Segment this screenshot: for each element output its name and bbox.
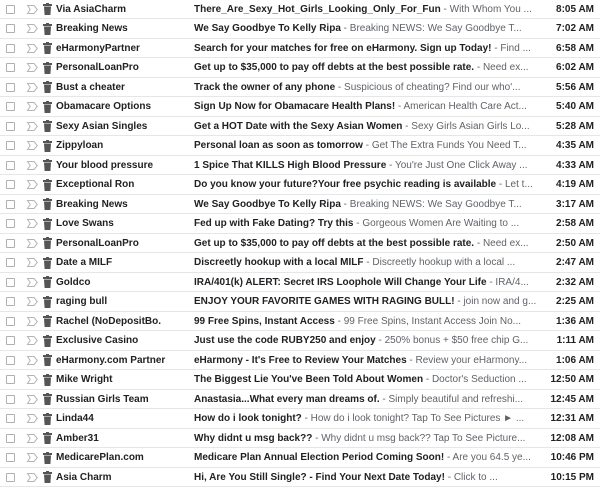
- message-content: [194, 101, 527, 112]
- snippet: - Suspicious of cheating? Find our who'...: [335, 81, 521, 93]
- sender-name: Date a MILF: [56, 257, 113, 268]
- checkbox-icon[interactable]: [6, 141, 15, 150]
- checkbox-icon[interactable]: [6, 63, 15, 72]
- importance-marker-icon[interactable]: [27, 180, 38, 189]
- trash-icon: [43, 276, 52, 288]
- checkbox-icon[interactable]: [6, 24, 15, 33]
- message-content: [194, 23, 522, 34]
- importance-marker-icon[interactable]: [27, 473, 38, 482]
- message-row[interactable]: [0, 20, 600, 39]
- subject: Medicare Plan Annual Election Period Coming Soon!: [194, 452, 445, 463]
- subject: Anastasia...What every man dreams of.: [194, 393, 380, 405]
- message-content: [194, 296, 537, 307]
- checkbox-icon[interactable]: [6, 161, 15, 170]
- timestamp: 6:02 AM: [556, 62, 594, 73]
- snippet: - 99 Free Spins, Instant Access Join No...: [334, 315, 522, 327]
- checkbox-icon[interactable]: [6, 395, 15, 404]
- message-row[interactable]: [0, 273, 600, 292]
- sender-name: Mike Wright: [56, 374, 113, 385]
- importance-marker-icon[interactable]: [27, 278, 38, 287]
- message-content: [194, 120, 530, 132]
- sender-name: Zippyloan: [56, 140, 104, 151]
- importance-marker-icon[interactable]: [27, 395, 38, 404]
- checkbox-icon[interactable]: [6, 5, 15, 14]
- subject: ENJOY YOUR FAVORITE GAMES WITH RAGING BULL!: [194, 296, 455, 307]
- importance-marker-icon[interactable]: [27, 102, 38, 111]
- subject: 99 Free Spins, Instant Access: [194, 315, 335, 327]
- snippet: - Review your eHarmony...: [406, 354, 528, 366]
- importance-marker-icon[interactable]: [27, 44, 38, 53]
- timestamp: 5:56 AM: [556, 81, 594, 93]
- trash-icon: [43, 354, 52, 366]
- sender-name: raging bull: [56, 296, 108, 307]
- snippet: - Need ex...: [474, 62, 529, 73]
- checkbox-icon[interactable]: [6, 297, 15, 306]
- importance-marker-icon[interactable]: [27, 141, 38, 150]
- snippet: - Why didnt u msg back?? Tap To See Picture...: [312, 432, 526, 444]
- message-row[interactable]: [0, 59, 600, 78]
- message-row[interactable]: [0, 234, 600, 253]
- timestamp: 4:33 AM: [556, 159, 594, 171]
- snippet: - Discreetly hookup with a local ...: [363, 257, 516, 268]
- timestamp: 4:35 AM: [556, 140, 594, 151]
- message-row[interactable]: [0, 117, 600, 136]
- snippet: - Find ...: [491, 42, 531, 54]
- timestamp: 5:28 AM: [556, 120, 594, 132]
- timestamp: 10:46 PM: [550, 452, 594, 463]
- trash-icon: [43, 3, 52, 15]
- checkbox-icon[interactable]: [6, 122, 15, 131]
- message-row[interactable]: [0, 0, 600, 19]
- subject: IRA/401(k) ALERT: Secret IRS Loophole Will Change Your Life: [194, 276, 487, 288]
- timestamp: 12:45 AM: [550, 393, 594, 405]
- message-row[interactable]: [0, 351, 600, 370]
- checkbox-icon[interactable]: [6, 219, 15, 228]
- timestamp: 3:17 AM: [556, 198, 594, 210]
- importance-marker-icon[interactable]: [27, 83, 38, 92]
- checkbox-icon[interactable]: [6, 102, 15, 111]
- snippet: - Breaking NEWS: We Say Goodbye T...: [340, 23, 522, 34]
- timestamp: 5:40 AM: [556, 101, 594, 112]
- timestamp: 10:15 PM: [550, 471, 594, 483]
- checkbox-icon[interactable]: [6, 434, 15, 443]
- timestamp: 2:25 AM: [556, 296, 594, 307]
- checkbox-icon[interactable]: [6, 83, 15, 92]
- trash-icon: [43, 374, 52, 386]
- snippet: - American Health Care Act...: [395, 101, 527, 112]
- trash-icon: [43, 296, 52, 308]
- timestamp: 2:58 AM: [556, 218, 594, 229]
- trash-icon: [43, 42, 52, 54]
- sender-name: Via AsiaCharm: [56, 3, 127, 15]
- checkbox-icon[interactable]: [6, 453, 15, 462]
- sender-name: MedicarePlan.com: [56, 452, 144, 463]
- snippet: - Breaking NEWS: We Say Goodbye T...: [340, 198, 522, 210]
- trash-icon: [43, 140, 52, 152]
- message-row[interactable]: [0, 410, 600, 429]
- checkbox-icon[interactable]: [6, 239, 15, 248]
- subject: Personal loan as soon as tomorrow: [194, 140, 363, 151]
- checkbox-icon[interactable]: [6, 200, 15, 209]
- subject: Do you know your future?Your free psychic reading is available: [194, 179, 497, 190]
- timestamp: 2:50 AM: [556, 237, 594, 249]
- timestamp: 4:19 AM: [556, 179, 594, 190]
- sender-name: Bust a cheater: [56, 81, 125, 93]
- checkbox-icon[interactable]: [6, 414, 15, 423]
- subject: Sign Up Now for Obamacare Health Plans!: [194, 101, 396, 112]
- subject: Track the owner of any phone: [194, 81, 336, 93]
- message-content: [194, 198, 522, 210]
- checkbox-icon[interactable]: [6, 258, 15, 267]
- message-content: [194, 413, 525, 424]
- message-content: [194, 276, 529, 288]
- checkbox-icon[interactable]: [6, 278, 15, 287]
- importance-marker-icon[interactable]: [27, 161, 38, 170]
- importance-marker-icon[interactable]: [27, 375, 38, 384]
- sender-name: Exclusive Casino: [56, 335, 139, 346]
- trash-icon: [43, 218, 52, 230]
- snippet: - 250% bonus + $50 free chip G...: [375, 335, 529, 346]
- checkbox-icon[interactable]: [6, 356, 15, 365]
- sender-name: Russian Girls Team: [56, 393, 149, 405]
- trash-icon: [43, 257, 52, 269]
- importance-marker-icon[interactable]: [27, 63, 38, 72]
- sender-name: Breaking News: [56, 198, 128, 210]
- trash-icon: [43, 315, 52, 327]
- message-row[interactable]: [0, 98, 600, 117]
- trash-icon: [43, 101, 52, 113]
- trash-icon: [43, 393, 52, 405]
- message-content: [194, 42, 531, 54]
- sender-name: Exceptional Ron: [56, 179, 135, 190]
- trash-icon: [43, 120, 52, 132]
- message-content: [194, 179, 533, 190]
- checkbox-icon[interactable]: [6, 180, 15, 189]
- checkbox-icon[interactable]: [6, 473, 15, 482]
- checkbox-icon[interactable]: [6, 375, 15, 384]
- snippet: - With Whom You ...: [440, 3, 532, 15]
- subject: Hi, Are You Still Single? - Find Your Next Date Today!: [194, 471, 445, 483]
- message-content: [194, 393, 524, 405]
- trash-icon: [43, 335, 52, 347]
- subject: Get up to $35,000 to pay off debts at the best possible rate.: [194, 237, 475, 249]
- sender-name: Goldco: [56, 276, 91, 288]
- message-content: [194, 140, 527, 151]
- checkbox-icon[interactable]: [6, 317, 15, 326]
- snippet: - join now and g...: [454, 296, 537, 307]
- timestamp: 7:02 AM: [556, 23, 594, 34]
- timestamp: 2:47 AM: [556, 257, 594, 268]
- snippet: - Click to ...: [444, 471, 498, 483]
- trash-icon: [43, 198, 52, 210]
- subject: Fed up with Fake Dating? Try this: [194, 218, 354, 229]
- snippet: - Doctor's Seduction ...: [423, 374, 527, 385]
- snippet: - You're Just One Click Away ...: [386, 159, 528, 171]
- message-content: [194, 237, 529, 249]
- message-row[interactable]: [0, 332, 600, 351]
- subject: How do i look tonight?: [194, 413, 302, 424]
- snippet: - Get The Extra Funds You Need T...: [362, 140, 527, 151]
- message-content: [194, 62, 529, 73]
- message-row[interactable]: [0, 195, 600, 214]
- importance-marker-icon[interactable]: [27, 122, 38, 131]
- trash-icon: [43, 452, 52, 464]
- timestamp: 8:05 AM: [556, 3, 594, 15]
- importance-marker-icon[interactable]: [27, 356, 38, 365]
- subject: Get up to $35,000 to pay off debts at the best possible rate.: [194, 62, 475, 73]
- snippet: - How do i look tonight? Tap To See Pictures ► ...: [301, 413, 525, 424]
- importance-marker-icon[interactable]: [27, 317, 38, 326]
- message-row[interactable]: [0, 312, 600, 331]
- sender-name: Obamacare Options: [56, 101, 152, 112]
- subject: The Biggest Lie You've Been Told About Women: [194, 374, 424, 385]
- sender-name: Amber31: [56, 432, 99, 444]
- sender-name: Asia Charm: [56, 471, 112, 483]
- trash-icon: [43, 81, 52, 93]
- subject: There_Are_Sexy_Hot_Girls_Looking_Only_For_Fun: [194, 3, 441, 15]
- importance-marker-icon[interactable]: [27, 453, 38, 462]
- message-row[interactable]: [0, 215, 600, 234]
- snippet: - Gorgeous Women Are Waiting to ...: [353, 218, 520, 229]
- subject: We Say Goodbye To Kelly Ripa: [194, 198, 341, 210]
- message-content: [194, 81, 521, 93]
- message-content: [194, 432, 526, 444]
- subject: Discreetly hookup with a local MILF: [194, 257, 364, 268]
- importance-marker-icon[interactable]: [27, 336, 38, 345]
- importance-marker-icon[interactable]: [27, 24, 38, 33]
- subject: Search for your matches for free on eHarmony. Sign up Today!: [194, 42, 492, 54]
- message-content: [194, 3, 532, 15]
- timestamp: 12:50 AM: [550, 374, 594, 385]
- message-row[interactable]: [0, 293, 600, 312]
- snippet: - Need ex...: [474, 237, 529, 249]
- trash-icon: [43, 159, 52, 171]
- trash-icon: [43, 471, 52, 483]
- timestamp: 1:36 AM: [556, 315, 594, 327]
- snippet: - Simply beautiful and refreshi...: [379, 393, 524, 405]
- importance-marker-icon[interactable]: [27, 200, 38, 209]
- importance-marker-icon[interactable]: [27, 219, 38, 228]
- message-content: [194, 257, 516, 268]
- message-content: [194, 452, 531, 463]
- message-content: [194, 315, 522, 327]
- message-content: [194, 472, 510, 483]
- sender-name: PersonalLoanPro: [56, 237, 139, 249]
- subject: We Say Goodbye To Kelly Ripa: [194, 23, 341, 34]
- timestamp: 12:08 AM: [550, 432, 594, 444]
- message-row[interactable]: [0, 254, 600, 273]
- message-row[interactable]: [0, 468, 600, 487]
- message-row[interactable]: [0, 371, 600, 390]
- importance-marker-icon[interactable]: [27, 414, 38, 423]
- trash-icon: [43, 62, 52, 74]
- snippet: - Sexy Girls Asian Girls Lo...: [402, 120, 530, 132]
- subject: Just use the code RUBY250 and enjoy: [194, 335, 376, 346]
- subject: eHarmony - It's Free to Review Your Matches: [194, 354, 407, 366]
- sender-name: Your blood pressure: [56, 159, 154, 171]
- message-row[interactable]: [0, 390, 600, 409]
- subject: 1 Spice That KILLS High Blood Pressure: [194, 159, 387, 171]
- message-content: [194, 335, 529, 346]
- sender-name: Love Swans: [56, 218, 114, 229]
- subject: Get a HOT Date with the Sexy Asian Women: [194, 120, 403, 132]
- checkbox-icon[interactable]: [6, 44, 15, 53]
- sender-name: eHarmonyPartner: [56, 42, 140, 54]
- importance-marker-icon[interactable]: [27, 5, 38, 14]
- timestamp: 6:58 AM: [556, 42, 594, 54]
- timestamp: 2:32 AM: [556, 276, 594, 288]
- timestamp: 1:06 AM: [556, 354, 594, 366]
- message-row[interactable]: [0, 137, 600, 156]
- message-row[interactable]: [0, 176, 600, 195]
- importance-marker-icon[interactable]: [27, 434, 38, 443]
- sender-name: Sexy Asian Singles: [56, 120, 148, 132]
- snippet: - Are you 64.5 ye...: [444, 452, 531, 463]
- trash-icon: [43, 432, 52, 444]
- subject: Why didnt u msg back??: [194, 432, 313, 444]
- message-row[interactable]: [0, 39, 600, 58]
- message-row[interactable]: [0, 156, 600, 175]
- message-row[interactable]: [0, 449, 600, 468]
- importance-marker-icon[interactable]: [27, 239, 38, 248]
- message-row[interactable]: [0, 78, 600, 97]
- importance-marker-icon[interactable]: [27, 297, 38, 306]
- message-content: [194, 218, 520, 229]
- message-content: [194, 374, 527, 385]
- message-row[interactable]: [0, 429, 600, 448]
- sender-name: Breaking News: [56, 23, 128, 34]
- trash-icon: [43, 237, 52, 249]
- timestamp: 12:31 AM: [550, 413, 594, 424]
- sender-name: eHarmony.com Partner: [56, 354, 166, 366]
- trash-icon: [43, 23, 52, 35]
- importance-marker-icon[interactable]: [27, 258, 38, 267]
- sender-name: Rachel (NoDepositBo.: [56, 315, 162, 327]
- trash-icon: [43, 179, 52, 191]
- sender-name: Linda44: [56, 413, 94, 424]
- checkbox-icon[interactable]: [6, 336, 15, 345]
- snippet: - Let t...: [496, 179, 533, 190]
- snippet: - IRA/4...: [486, 276, 529, 288]
- message-content: [194, 354, 528, 366]
- trash-icon: [43, 413, 52, 425]
- sender-name: PersonalLoanPro: [56, 62, 139, 73]
- timestamp: 1:11 AM: [556, 335, 594, 346]
- message-content: [194, 159, 528, 171]
